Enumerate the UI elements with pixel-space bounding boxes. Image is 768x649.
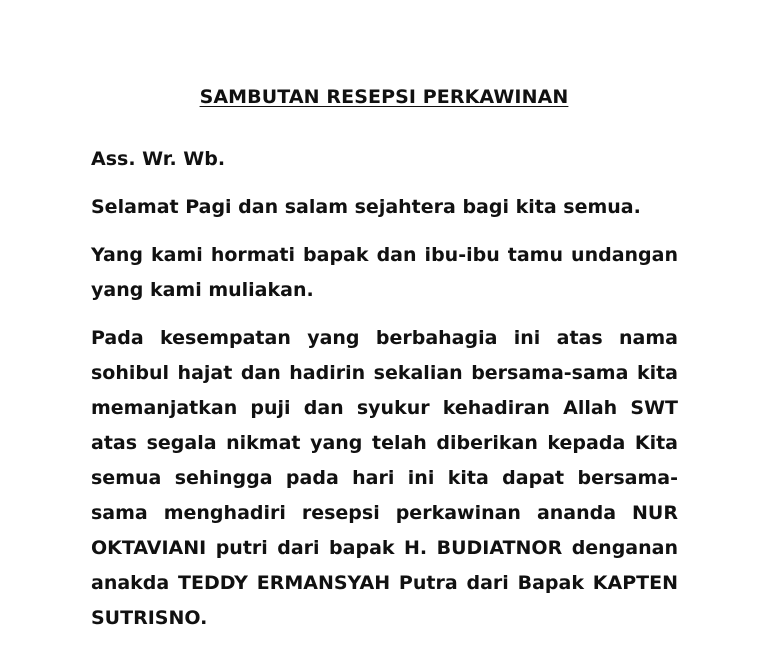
- document-title: SAMBUTAN RESEPSI PERKAWINAN: [199, 86, 569, 108]
- greeting-paragraph: Ass. Wr. Wb.: [91, 148, 226, 170]
- document-body: [91, 142, 678, 649]
- main-paragraph: Pada kesempatan yang berbahagia ini atas nama sohibul hajat dan hadirin sekalian bersama-sama kita memanjatkan puji dan syukur kehadiran Allah SWT atas segala nikmat yang telah diberikan kepada Kita semua sehingga pada hari ini kita dapat bersama-sama menghadiri resepsi perkawinan ananda NUR OKTAVIANI putri dari bapak H. BUDIATNOR denganan anakda TEDDY ERMANSYAH Putra dari Bapak KAPTEN SUTRISNO.: [91, 327, 678, 629]
- respect-paragraph: Yang kami hormati bapak dan ibu-ibu tamu undangan yang kami muliakan.: [91, 244, 678, 301]
- welcome-paragraph: Selamat Pagi dan salam sejahtera bagi kita semua.: [91, 196, 641, 218]
